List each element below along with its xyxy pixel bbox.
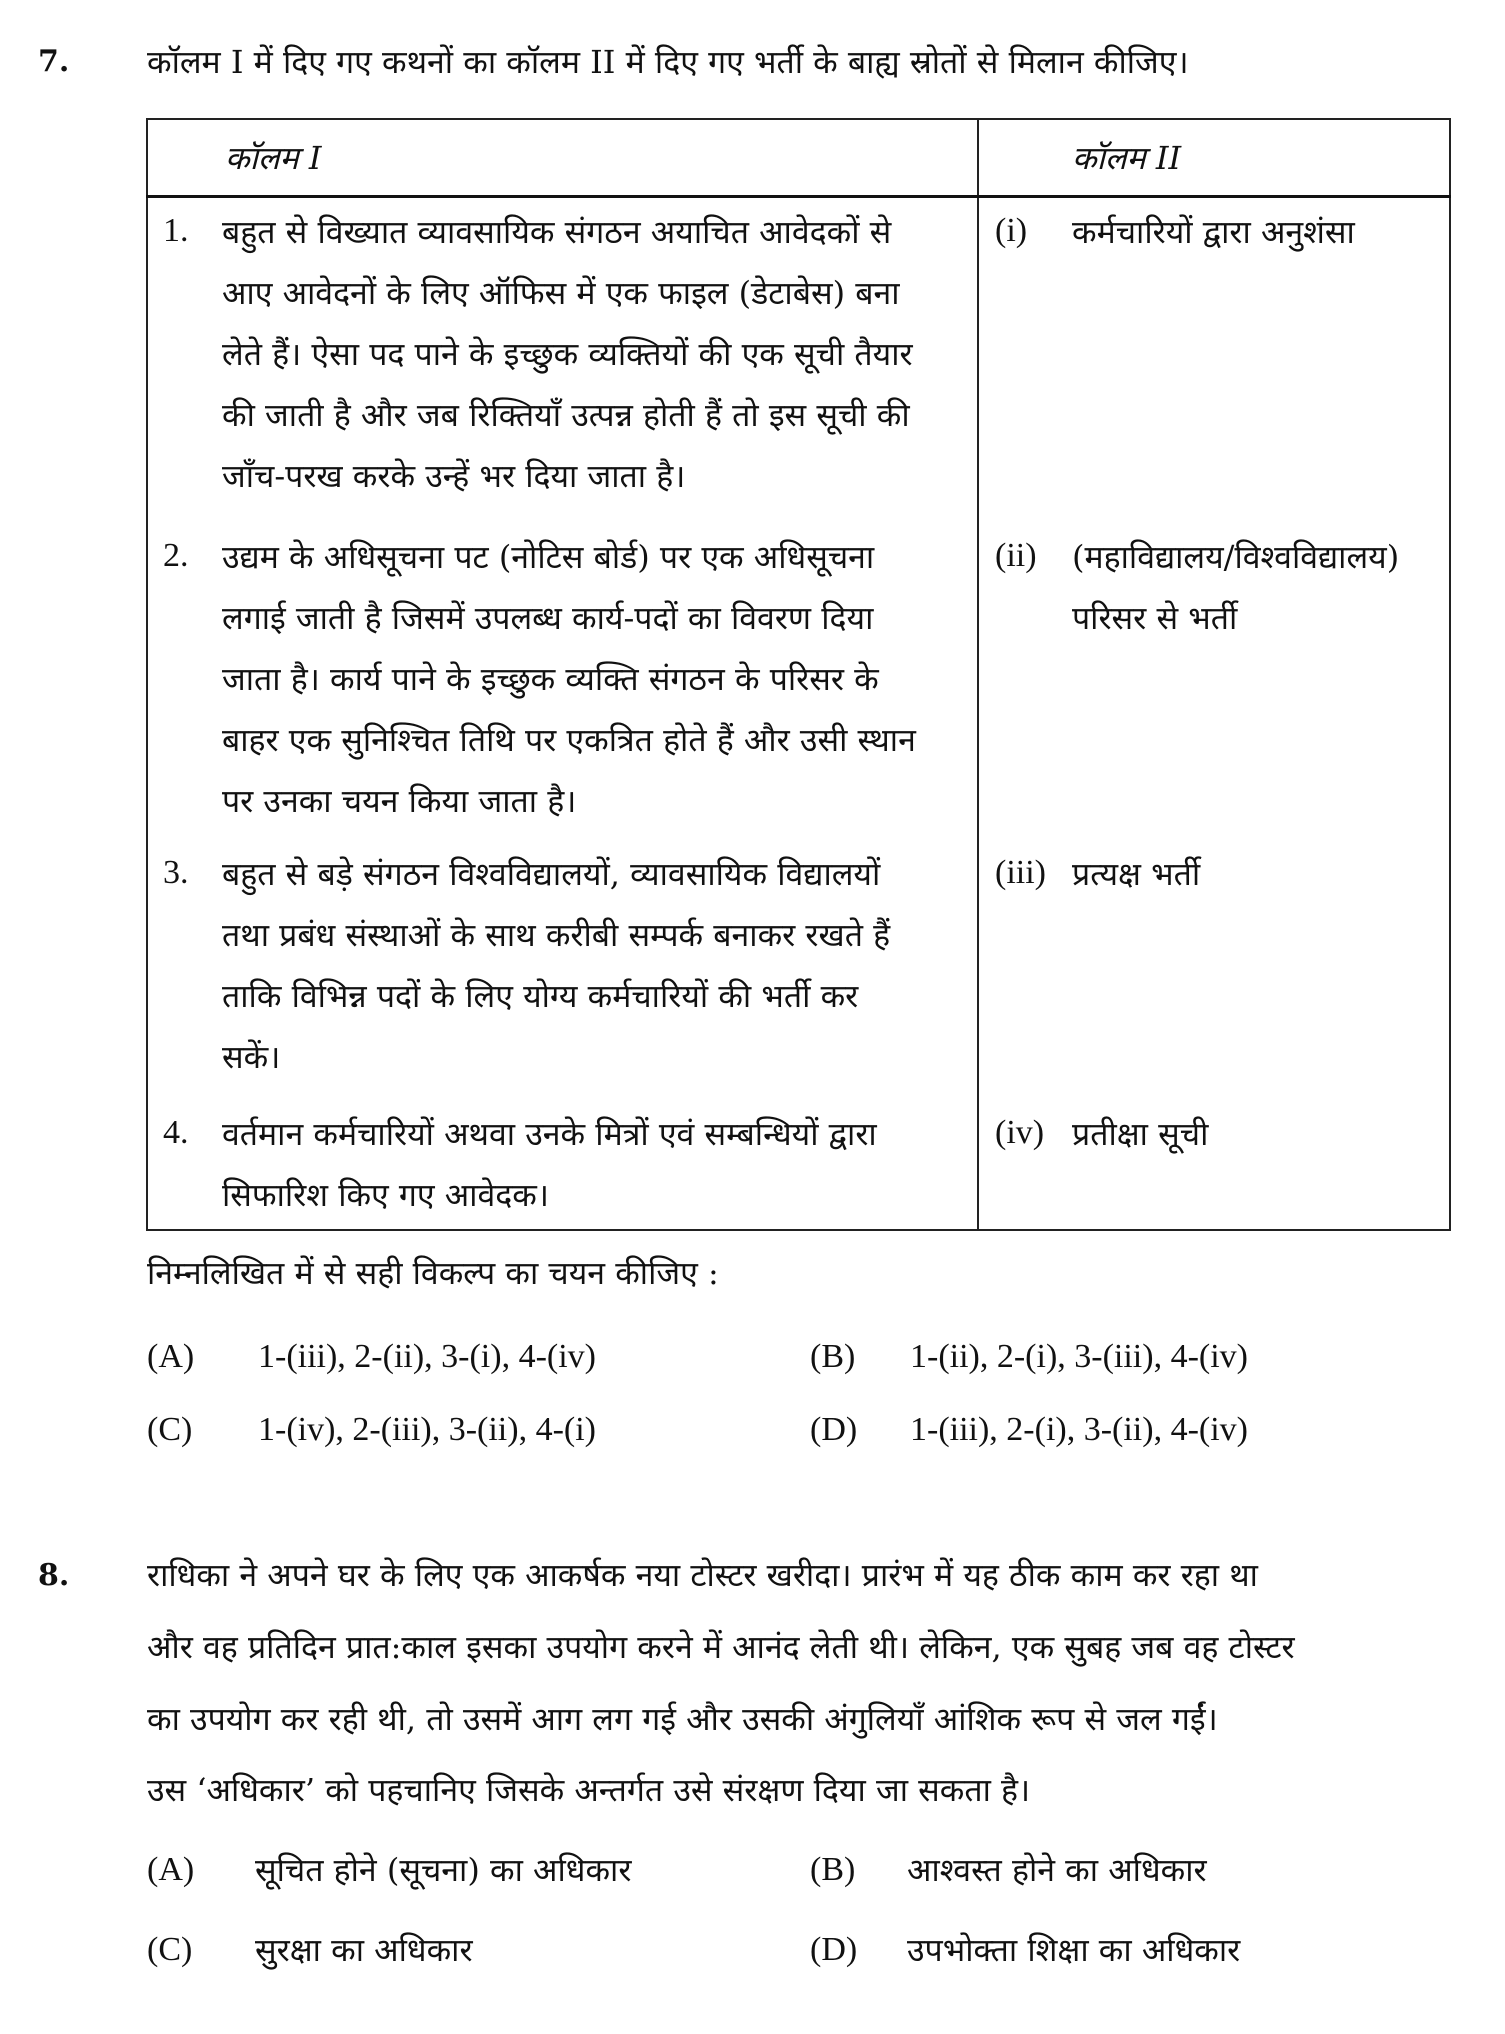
row-number: (iv) (995, 1114, 1045, 1151)
row-text-line: पर उनका चयन किया जाता है। (222, 782, 577, 820)
row-text-line: बहुत से बड़े संगठन विश्वविद्यालयों, व्यावसायिक विद्यालयों (222, 855, 881, 893)
option-text: 1-(iii), 2-(ii), 3-(i), 4-(iv) (258, 1338, 596, 1375)
option-letter: (A) (147, 1338, 195, 1375)
row-text-line: जाँच-परख करके उन्हें भर दिया जाता है। (222, 457, 686, 495)
row-text-line: बहुत से विख्यात व्यावसायिक संगठन अयाचित आवेदकों से (222, 213, 892, 251)
row-text-line: उद्यम के अधिसूचना पट (नोटिस बोर्ड) पर एक अधिसूचना (222, 538, 875, 576)
column-i-header: कॉलम I (225, 139, 322, 177)
row-text-line: प्रतीक्षा सूची (1072, 1115, 1209, 1153)
row-text-line: आए आवेदनों के लिए ऑफिस में एक फाइल (डेटाबेस) बना (222, 274, 900, 312)
row-text-line: लेते हैं। ऐसा पद पाने के इच्छुक व्यक्तियों की एक सूची तैयार (222, 335, 913, 373)
option-text: आश्वस्त होने का अधिकार (907, 1851, 1207, 1889)
option-letter: (B) (810, 1338, 856, 1375)
row-text-line: वर्तमान कर्मचारियों अथवा उनके मित्रों एवं सम्बन्धियों द्वारा (222, 1115, 877, 1153)
option-text: 1-(ii), 2-(i), 3-(iii), 4-(iv) (910, 1338, 1248, 1375)
question-number: 7. (38, 44, 70, 79)
row-text-line: सकें। (222, 1038, 281, 1076)
row-text-line: जाता है। कार्य पाने के इच्छुक व्यक्ति संगठन के परिसर के (222, 660, 879, 698)
question-stem-line: उस ‘अधिकार’ को पहचानिए जिसके अन्तर्गत उसे संरक्षण दिया जा सकता है। (147, 1771, 1031, 1809)
row-number: 4. (163, 1114, 189, 1151)
row-number: 1. (163, 212, 189, 249)
row-text-line: लगाई जाती है जिसमें उपलब्ध कार्य-पदों का विवरण दिया (222, 599, 874, 637)
row-number: (iii) (995, 854, 1046, 891)
row-text-line: की जाती है और जब रिक्तियाँ उत्पन्न होती हैं तो इस सूची की (222, 396, 910, 434)
question-stem-line: का उपयोग कर रही थी, तो उसमें आग लग गई और उसकी अंगुलियाँ आंशिक रूप से जल गईं। (147, 1700, 1218, 1738)
question-stem-line: राधिका ने अपने घर के लिए एक आकर्षक नया टोस्टर खरीदा। प्रारंभ में यह ठीक काम कर रहा था (147, 1556, 1258, 1594)
option-text: सुरक्षा का अधिकार (255, 1931, 473, 1969)
row-text-line: तथा प्रबंध संस्थाओं के साथ करीबी सम्पर्क बनाकर रखते हैं (222, 916, 891, 954)
option-text: 1-(iii), 2-(i), 3-(ii), 4-(iv) (910, 1411, 1248, 1448)
column-ii-header: कॉलम II (1072, 139, 1182, 177)
row-number: (i) (995, 212, 1028, 249)
instruction-text: निम्नलिखित में से सही विकल्प का चयन कीजिए : (147, 1254, 719, 1292)
row-text-line: कर्मचारियों द्वारा अनुशंसा (1072, 213, 1355, 251)
row-text-line: ताकि विभिन्न पदों के लिए योग्य कर्मचारियों की भर्ती कर (222, 977, 859, 1015)
question-number: 8. (38, 1558, 70, 1593)
option-text: उपभोक्ता शिक्षा का अधिकार (907, 1931, 1241, 1969)
question-stem-line: और वह प्रतिदिन प्रात:काल इसका उपयोग करने में आनंद लेती थी। लेकिन, एक सुबह जब वह टोस्टर (147, 1628, 1295, 1666)
row-number: 3. (163, 854, 189, 891)
option-text: सूचित होने (सूचना) का अधिकार (255, 1851, 632, 1889)
row-text-line: सिफारिश किए गए आवेदक। (222, 1176, 549, 1214)
row-text-line: (महाविद्यालय/विश्वविद्यालय) (1072, 538, 1400, 576)
option-letter: (A) (147, 1851, 195, 1888)
column-divider (977, 118, 979, 1231)
header-divider (146, 195, 1451, 198)
option-letter: (C) (147, 1931, 193, 1968)
option-letter: (D) (810, 1931, 858, 1968)
row-text-line: प्रत्यक्ष भर्ती (1072, 855, 1201, 893)
row-text-line: परिसर से भर्ती (1072, 599, 1238, 637)
option-letter: (B) (810, 1851, 856, 1888)
question-stem: कॉलम I में दिए गए कथनों का कॉलम II में दिए गए भर्ती के बाह्य स्रोतों से मिलान कीजिए। (147, 43, 1189, 81)
row-number: 2. (163, 537, 189, 574)
option-letter: (C) (147, 1411, 193, 1448)
row-number: (ii) (995, 537, 1037, 574)
option-letter: (D) (810, 1411, 858, 1448)
row-text-line: बाहर एक सुनिश्चित तिथि पर एकत्रित होते हैं और उसी स्थान (222, 721, 916, 759)
option-text: 1-(iv), 2-(iii), 3-(ii), 4-(i) (258, 1411, 596, 1448)
